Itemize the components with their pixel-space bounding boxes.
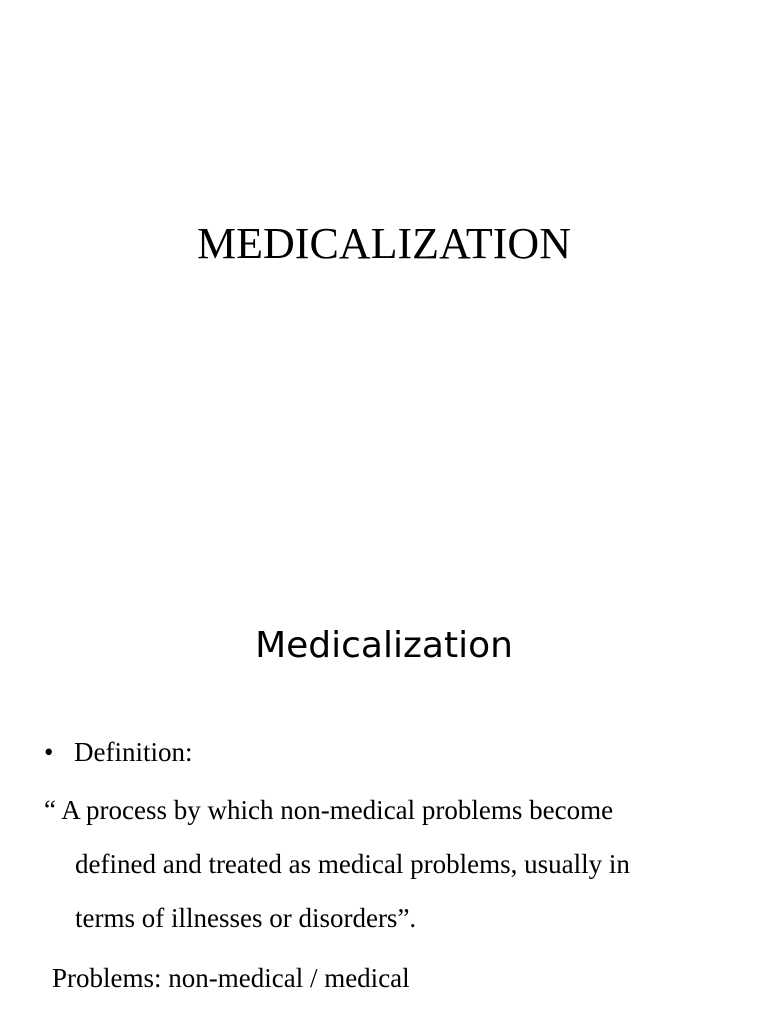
quote-line-1: “ A process by which non-medical problems become [44, 795, 614, 825]
quote-line-2: defined and treated as medical problems, usually in [75, 849, 630, 879]
problems-text: Problems: non-medical / medical [52, 963, 410, 993]
quote-line-3: terms of illnesses or disorders”. [75, 903, 417, 933]
page-title: MEDICALIZATION [197, 219, 571, 268]
bullet-item-definition [44, 734, 192, 770]
slide-definition [0, 512, 768, 1024]
bullet-icon: • [44, 737, 54, 767]
definition-quote [44, 792, 744, 954]
slide-heading: Medicalization [255, 625, 513, 666]
bullet-label: Definition: [74, 737, 193, 767]
